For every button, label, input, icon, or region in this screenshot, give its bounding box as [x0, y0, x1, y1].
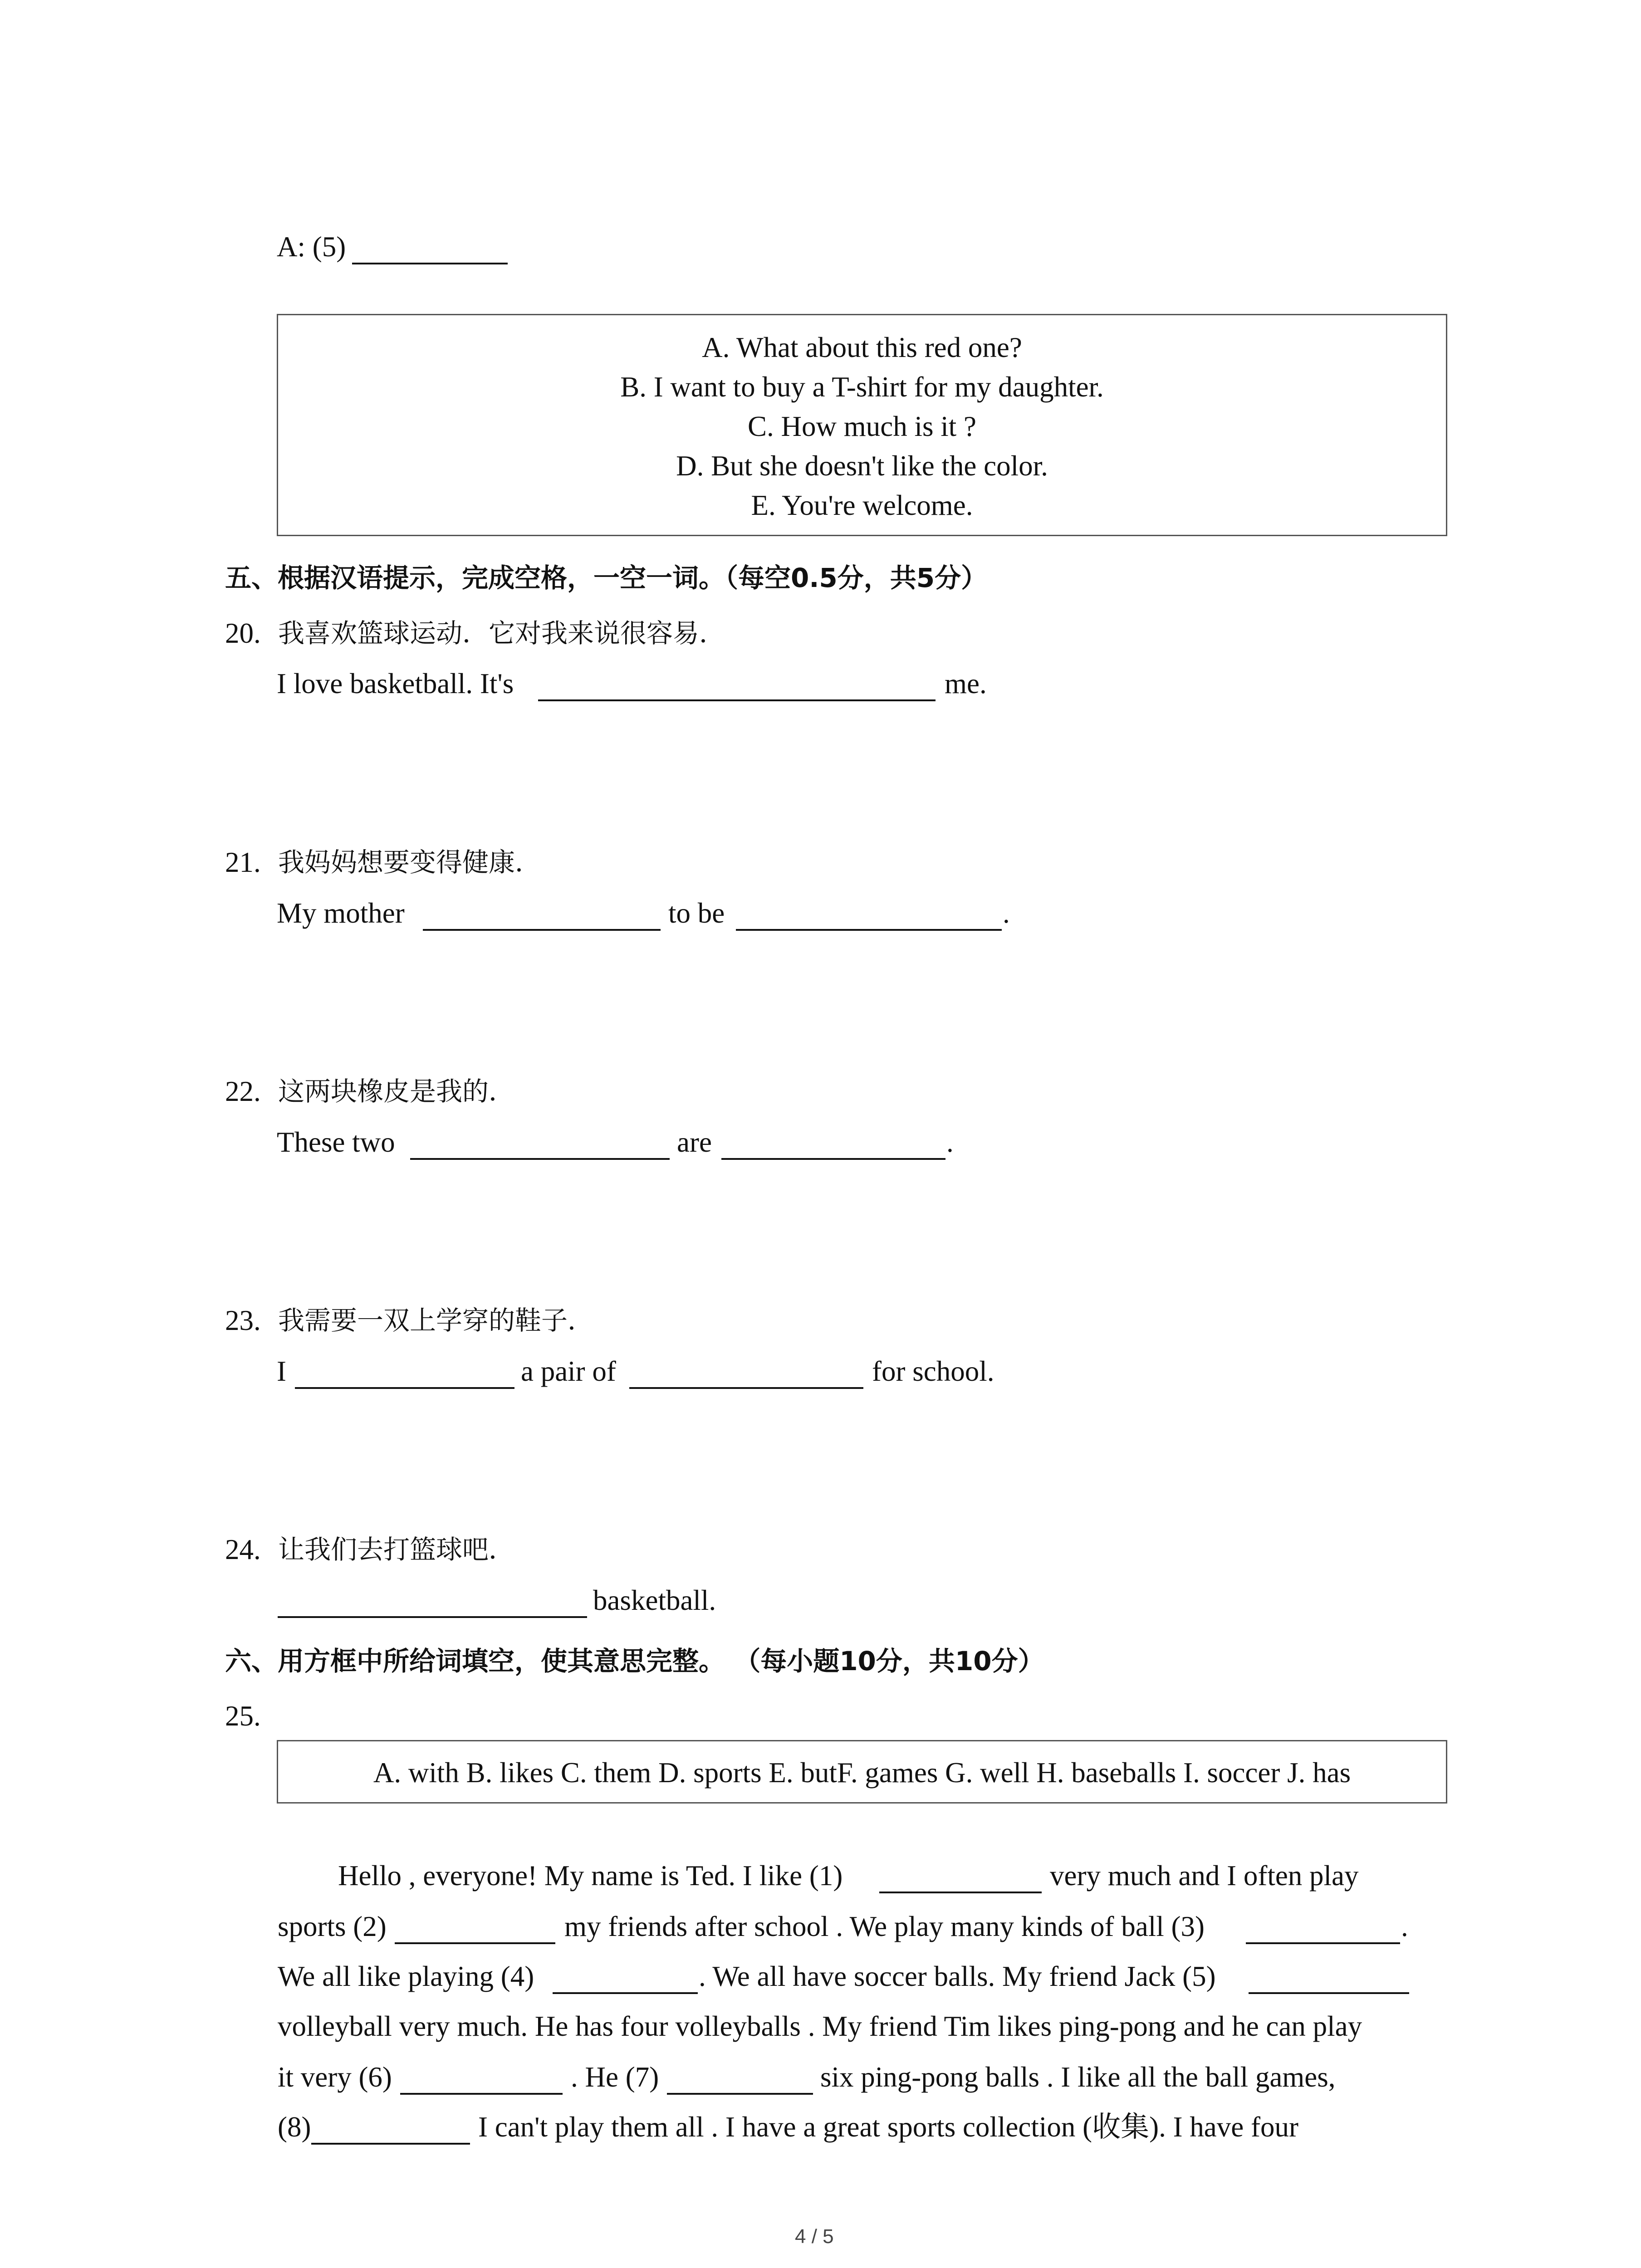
answer-blank[interactable] [721, 1158, 945, 1160]
answer-blank[interactable] [278, 1616, 587, 1618]
passage-text: I can't play them all . I have a great sports collection (收集). I have four [478, 2111, 1298, 2143]
word-box [277, 1740, 1447, 1804]
sentence-text: I [277, 1355, 286, 1387]
answer-blank[interactable] [410, 1158, 670, 1160]
option-b: B. I want to buy a T-shirt for my daughter. [620, 371, 1104, 403]
word-box-text: A. with B. likes C. them D. sports E. butF. games G. well H. baseballs I. soccer J. has [373, 1757, 1351, 1789]
answer-blank[interactable] [538, 699, 936, 701]
answer-blank[interactable] [352, 263, 508, 264]
answer-blank[interactable] [423, 929, 661, 931]
sentence-text: for school. [872, 1355, 994, 1387]
chinese-prompt: 我需要一双上学穿的鞋子． [278, 1305, 594, 1336]
passage-text: . He (7) [571, 2061, 659, 2093]
chinese-prompt: 我妈妈想要变得健康． [278, 847, 542, 878]
section-6-heading: 六、用方框中所给词填空，使其意思完整。 （每小题10分，共10分） [225, 1646, 1044, 1677]
passage-text: sports (2) [278, 1911, 387, 1942]
answer-blank[interactable] [879, 1892, 1042, 1893]
answer-blank[interactable] [1249, 1992, 1409, 1994]
dialogue-line: A: (5) [277, 231, 346, 263]
passage-text: my friends after school . We play many kinds of ball (3) [564, 1911, 1205, 1942]
section-5-heading: 五、根据汉语提示，完成空格，一空一词。（每空0.5分，共5分） [225, 562, 988, 593]
chinese-prompt: 这两块橡皮是我的． [278, 1076, 515, 1107]
passage-text: . We all have soccer balls. My friend Jack (5) [699, 1960, 1216, 1992]
answer-blank[interactable] [400, 2093, 563, 2095]
passage-text: volleyball very much. He has four volleyballs . My friend Tim likes ping-pong and he can play [278, 2010, 1362, 2042]
passage-text: We all like playing (4) [278, 1960, 534, 1992]
answer-blank[interactable] [1246, 1942, 1400, 1944]
passage-text: (8) [278, 2111, 311, 2143]
sentence-text: . [1003, 897, 1010, 929]
answer-blank[interactable] [311, 2143, 470, 2145]
sentence-text: I love basketball. It's [277, 668, 514, 699]
page-number: 4 / 5 [795, 2225, 834, 2248]
option-d: D. But she doesn't like the color. [676, 450, 1048, 482]
sentence-text: are [677, 1126, 712, 1158]
question-number: 23. [225, 1305, 261, 1336]
option-c: C. How much is it ? [748, 411, 976, 442]
passage-text: . [1401, 1911, 1408, 1942]
sentence-text: basketball. [593, 1584, 716, 1616]
answer-blank[interactable] [295, 1387, 514, 1389]
answer-blank[interactable] [629, 1387, 863, 1389]
sentence-text: These two [277, 1126, 395, 1158]
answer-blank[interactable] [395, 1942, 555, 1944]
sentence-text: me. [945, 668, 987, 699]
chinese-prompt: 我喜欢篮球运动．它对我来说很容易． [278, 618, 726, 649]
question-number: 24. [225, 1534, 261, 1565]
chinese-prompt: 让我们去打篮球吧． [278, 1534, 515, 1565]
question-number: 20. [225, 617, 261, 649]
sentence-text: to be [668, 897, 725, 929]
answer-blank[interactable] [736, 929, 1002, 931]
option-a: A. What about this red one? [702, 332, 1022, 363]
answer-blank[interactable] [553, 1992, 698, 1994]
options-box [277, 314, 1447, 536]
passage-text: it very (6) [278, 2061, 392, 2093]
sentence-text: My mother [277, 897, 405, 929]
option-e: E. You're welcome. [751, 489, 973, 521]
passage-text: six ping-pong balls . I like all the ball games, [820, 2061, 1336, 2093]
answer-blank[interactable] [667, 2093, 813, 2095]
question-number: 25. [225, 1700, 261, 1732]
passage-text: Hello , everyone! My name is Ted. I like (1) [338, 1860, 843, 1892]
passage-text: very much and I often play [1050, 1860, 1359, 1892]
sentence-text: . [946, 1126, 954, 1158]
sentence-text: a pair of [521, 1355, 616, 1387]
question-number: 21. [225, 846, 261, 878]
question-number: 22. [225, 1075, 261, 1107]
